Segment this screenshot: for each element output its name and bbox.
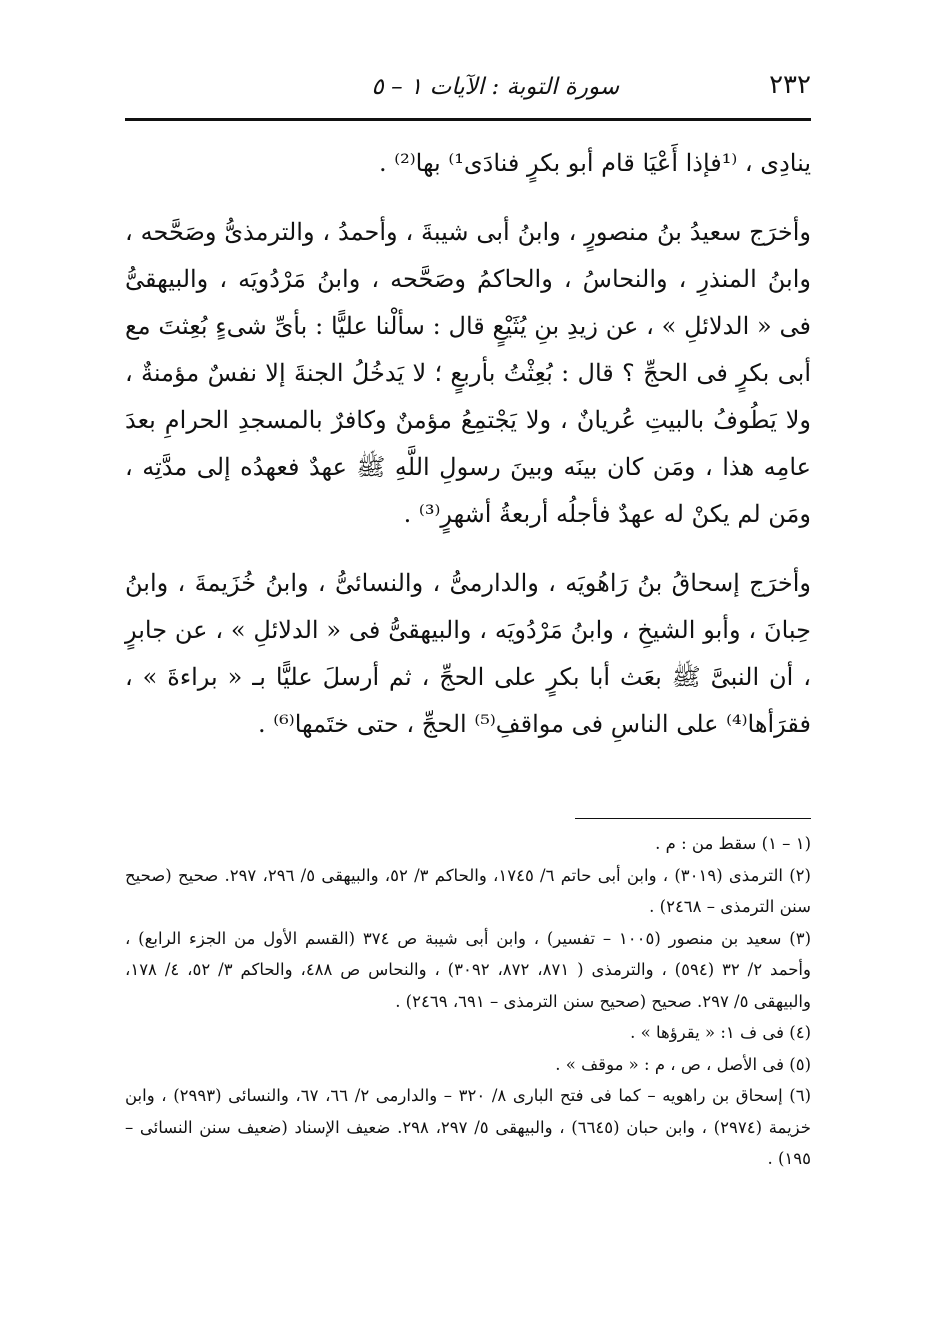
main-text	[125, 140, 811, 770]
running-header	[125, 60, 811, 100]
footnote-4: (٤) فى ف ١: « يقرؤها » .	[630, 1023, 811, 1042]
paragraph-1: ينادِى ، ⁽¹فإذا أَعْيَا قام أبو بكرٍ فنادَى¹⁾ بها⁽²⁾ .	[378, 149, 811, 177]
footnote-6: (٦) إسحاق بن راهويه – كما فى فتح البارى ٨/ ٣٢٠ – والدارمى ٢/ ٦٦، ٦٧، والنسائى (٢٩٩٣) ، وابن خزيمة (٢٩٧٤) ، وابن حبان (٦٦٤٥) ، والبيهقى ٥/ ٢٩٧، ٢٩٨. ضعيف الإسناد (ضعيف سنن النسائى – ١٩٥) .	[125, 1086, 812, 1168]
footnotes	[125, 828, 811, 1175]
footnote-rule	[575, 818, 811, 819]
paragraph-2: وأخرَج سعيدُ بنُ منصورٍ ، وابنُ أبى شيبةَ ، وأحمدُ ، والترمذىُّ وصَحَّحه ، وابنُ المنذرِ ، والنحاسُ ، والحاكمُ وصَحَّحه ، وابنُ مَرْدُويَه ، والبيهقىُّ فى « الدلائلِ » ، عن زيدِ بنِ يُثَيْعٍ قال : سألْنا عليًّا : بأىِّ شىءٍ بُعِثتَ مع أبى بكرٍ فى الحجِّ ؟ قال : بُعِثْتُ بأربعٍ ؛ لا يَدخُلُ الجنةَ إلا نفسٌ مؤمنةٌ ، ولا يَطُوفُ بالبيتِ عُريانٌ ، ولا يَجْتمِعُ مؤمنٌ وكافرٌ بالمسجدِ الحرامِ بعدَ عامِه هذا ، ومَن كان بينَه وبينَ رسولِ اللَّهِ ﷺ عهدٌ فعهدُه إلى مدَّتِه ، ومَن لم يكنْ له عهدٌ فأجلُه أربعةُ أشهرٍ⁽³⁾ .	[125, 218, 811, 528]
footnote-1: (١ – ١) سقط من : م .	[655, 834, 811, 853]
footnote-5: (٥) فى الأصل ، ص ، م : « موقف » .	[555, 1054, 811, 1074]
header-rule	[125, 118, 811, 121]
surah-title: سورة التوبة : الآيات ١ – ٥	[371, 74, 620, 100]
footnote-3: (٣) سعيد بن منصور (١٠٠٥ – تفسير) ، وابن أبى شيبة ص ٣٧٤ (القسم الأول من الجزء الرابع) ، وأحمد ٢/ ٣٢ (٥٩٤) ، والترمذى ( ٨٧١، ٨٧٢، ٣٠٩٢) ، والنحاس ص ٤٨٨، والحاكم ٣/ ٥٢، ٤/ ١٧٨، والبيهقى ٥/ ٢٩٧. صحيح (صحيح سنن الترمذى – ٦٩١، ٢٤٦٩) .	[125, 928, 811, 1011]
footnote-2: (٢) الترمذى (٣٠١٩) ، وابن أبى حاتم ٦/ ١٧٤٥، والحاكم ٣/ ٥٢، والبيهقى ٥/ ٢٩٦، ٢٩٧. صحيح (صحيح سنن الترمذى – ٢٤٦٨) .	[125, 865, 811, 916]
page-number: ٢٣٢	[769, 70, 811, 100]
paragraph-3: وأخرَج إسحاقُ بنُ رَاهُويَه ، والدارمىُّ ، والنسائىُّ ، وابنُ خُزَيمةَ ، وابنُ حِبانَ ، وأبو الشيخِ ، وابنُ مَرْدُويَه ، والبيهقىُّ فى « الدلائلِ » ، عن جابرٍ ، أن النبىَّ ﷺ بعَث أبا بكرٍ على الحجِّ ، ثم أرسلَ عليًّا بـ « براءةَ » ، فقرَأها⁽⁴⁾ على الناسِ فى مواقفِ⁽⁵⁾ الحجِّ ، حتى ختَمها⁽⁶⁾ .	[125, 569, 811, 738]
